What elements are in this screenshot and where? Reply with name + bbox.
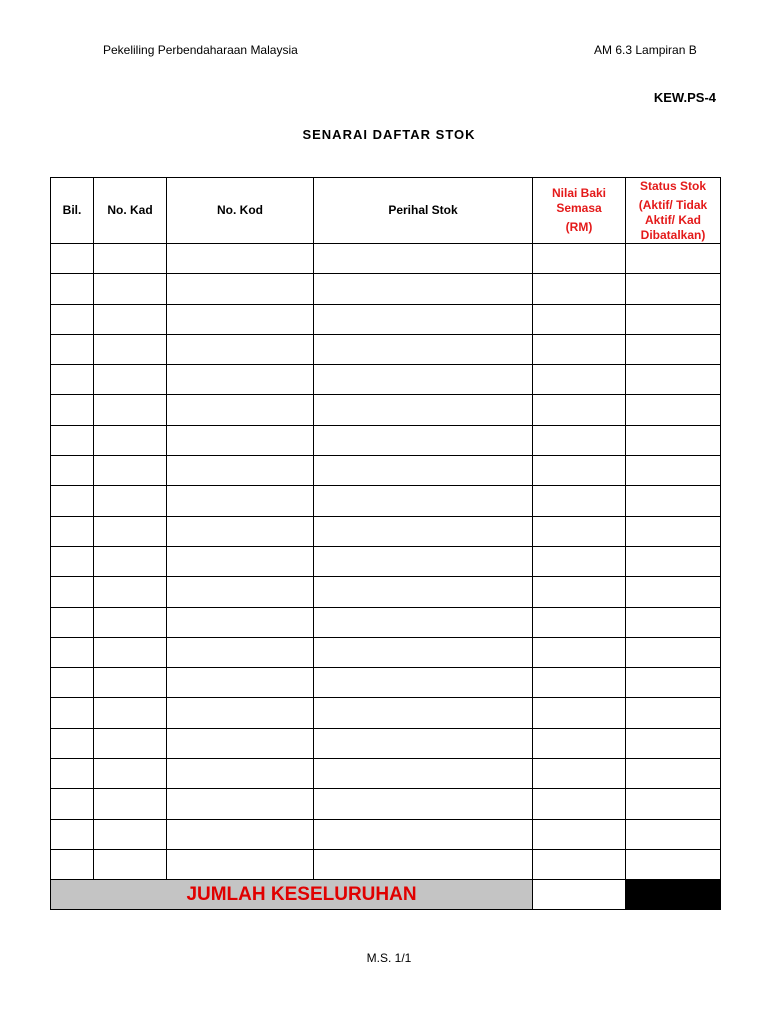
cell-no-kad[interactable] <box>94 759 167 789</box>
cell-nilai-baki[interactable] <box>533 425 626 455</box>
table-row <box>51 456 721 486</box>
cell-no-kod[interactable] <box>167 728 314 758</box>
cell-no-kad[interactable] <box>94 546 167 576</box>
cell-no-kod[interactable] <box>167 456 314 486</box>
cell-status-stok[interactable] <box>626 759 721 789</box>
cell-no-kod[interactable] <box>167 395 314 425</box>
cell-perihal-stok[interactable] <box>314 516 533 546</box>
cell-nilai-baki[interactable] <box>533 516 626 546</box>
cell-no-kad[interactable] <box>94 304 167 334</box>
cell-status-stok[interactable] <box>626 274 721 304</box>
table-row <box>51 668 721 698</box>
cell-bil[interactable] <box>51 668 94 698</box>
cell-nilai-baki[interactable] <box>533 244 626 274</box>
cell-no-kod[interactable] <box>167 425 314 455</box>
cell-no-kod[interactable] <box>167 577 314 607</box>
cell-no-kod[interactable] <box>167 365 314 395</box>
cell-no-kod[interactable] <box>167 759 314 789</box>
cell-no-kod[interactable] <box>167 637 314 667</box>
cell-status-stok[interactable] <box>626 728 721 758</box>
circular-title: Pekeliling Perbendaharaan Malaysia <box>103 43 298 57</box>
table-row <box>51 759 721 789</box>
cell-no-kod[interactable] <box>167 668 314 698</box>
total-row <box>51 880 721 910</box>
header-status-stok <box>626 178 721 244</box>
cell-no-kad[interactable] <box>94 425 167 455</box>
cell-no-kod[interactable] <box>167 546 314 576</box>
cell-nilai-baki[interactable] <box>533 668 626 698</box>
cell-nilai-baki[interactable] <box>533 759 626 789</box>
cell-perihal-stok[interactable] <box>314 789 533 819</box>
cell-bil[interactable] <box>51 304 94 334</box>
cell-nilai-baki[interactable] <box>533 728 626 758</box>
table-row <box>51 304 721 334</box>
cell-no-kod[interactable] <box>167 698 314 728</box>
cell-no-kad[interactable] <box>94 698 167 728</box>
cell-nilai-baki[interactable] <box>533 819 626 849</box>
table-row <box>51 789 721 819</box>
cell-perihal-stok[interactable] <box>314 425 533 455</box>
cell-perihal-stok[interactable] <box>314 698 533 728</box>
cell-no-kod[interactable] <box>167 849 314 879</box>
cell-no-kod[interactable] <box>167 789 314 819</box>
cell-perihal-stok[interactable] <box>314 546 533 576</box>
cell-no-kad[interactable] <box>94 244 167 274</box>
cell-no-kad[interactable] <box>94 486 167 516</box>
cell-no-kad[interactable] <box>94 819 167 849</box>
cell-nilai-baki[interactable] <box>533 486 626 516</box>
cell-no-kad[interactable] <box>94 577 167 607</box>
cell-bil[interactable] <box>51 849 94 879</box>
cell-no-kod[interactable] <box>167 607 314 637</box>
cell-perihal-stok[interactable] <box>314 759 533 789</box>
document-title: SENARAI DAFTAR STOK <box>302 127 476 142</box>
table-row <box>51 819 721 849</box>
cell-bil[interactable] <box>51 728 94 758</box>
cell-perihal-stok[interactable] <box>314 728 533 758</box>
cell-no-kod[interactable] <box>167 819 314 849</box>
cell-perihal-stok[interactable] <box>314 304 533 334</box>
header-status-stok-label: Status Stok <box>639 178 706 193</box>
cell-no-kod[interactable] <box>167 516 314 546</box>
cell-nilai-baki[interactable] <box>533 365 626 395</box>
cell-no-kad[interactable] <box>94 789 167 819</box>
table-row <box>51 516 721 546</box>
cell-no-kad[interactable] <box>94 668 167 698</box>
cell-status-stok[interactable] <box>626 395 721 425</box>
cell-nilai-baki[interactable] <box>533 637 626 667</box>
cell-bil[interactable] <box>51 395 94 425</box>
cell-bil[interactable] <box>51 456 94 486</box>
cell-perihal-stok[interactable] <box>314 668 533 698</box>
page-number: M.S. 1/1 <box>366 951 412 965</box>
cell-perihal-stok[interactable] <box>314 607 533 637</box>
appendix-reference: AM 6.3 Lampiran B <box>594 43 697 57</box>
table-row <box>51 486 721 516</box>
cell-perihal-stok[interactable] <box>314 849 533 879</box>
table-row <box>51 365 721 395</box>
cell-no-kad[interactable] <box>94 637 167 667</box>
cell-bil[interactable] <box>51 759 94 789</box>
cell-nilai-baki[interactable] <box>533 789 626 819</box>
cell-status-stok[interactable] <box>626 425 721 455</box>
table-row <box>51 728 721 758</box>
cell-nilai-baki[interactable] <box>533 304 626 334</box>
cell-bil[interactable] <box>51 486 94 516</box>
table-row <box>51 637 721 667</box>
cell-perihal-stok[interactable] <box>314 244 533 274</box>
cell-bil[interactable] <box>51 334 94 364</box>
table-body <box>51 244 721 880</box>
cell-bil[interactable] <box>51 516 94 546</box>
cell-no-kad[interactable] <box>94 728 167 758</box>
table-header-row <box>51 178 721 244</box>
status-total-blocked-cell <box>626 880 721 910</box>
cell-perihal-stok[interactable] <box>314 819 533 849</box>
cell-no-kad[interactable] <box>94 365 167 395</box>
cell-perihal-stok[interactable] <box>314 577 533 607</box>
cell-perihal-stok[interactable] <box>314 395 533 425</box>
cell-bil[interactable] <box>51 365 94 395</box>
cell-status-stok[interactable] <box>626 577 721 607</box>
cell-nilai-baki[interactable] <box>533 698 626 728</box>
cell-bil[interactable] <box>51 789 94 819</box>
cell-no-kod[interactable] <box>167 486 314 516</box>
cell-bil[interactable] <box>51 819 94 849</box>
cell-nilai-baki[interactable] <box>533 334 626 364</box>
cell-status-stok[interactable] <box>626 244 721 274</box>
cell-no-kad[interactable] <box>94 607 167 637</box>
table-row <box>51 395 721 425</box>
total-label-cell <box>51 880 533 910</box>
cell-status-stok[interactable] <box>626 789 721 819</box>
table-row <box>51 849 721 879</box>
cell-status-stok[interactable] <box>626 637 721 667</box>
cell-status-stok[interactable] <box>626 456 721 486</box>
cell-no-kod[interactable] <box>167 274 314 304</box>
table-row <box>51 607 721 637</box>
cell-bil[interactable] <box>51 425 94 455</box>
header-nilai-baki-unit: (RM) <box>565 220 593 234</box>
header-bil: Bil. <box>51 178 94 244</box>
table-row <box>51 698 721 728</box>
cell-bil[interactable] <box>51 244 94 274</box>
cell-perihal-stok[interactable] <box>314 334 533 364</box>
cell-status-stok[interactable] <box>626 607 721 637</box>
cell-no-kod[interactable] <box>167 304 314 334</box>
header-nilai-baki <box>533 178 626 244</box>
table-row <box>51 546 721 576</box>
cell-no-kod[interactable] <box>167 244 314 274</box>
cell-no-kad[interactable] <box>94 849 167 879</box>
cell-status-stok[interactable] <box>626 486 721 516</box>
total-value-cell[interactable] <box>533 880 626 910</box>
table-row <box>51 244 721 274</box>
form-code: KEW.PS-4 <box>653 90 716 105</box>
cell-status-stok[interactable] <box>626 668 721 698</box>
cell-nilai-baki[interactable] <box>533 849 626 879</box>
cell-nilai-baki[interactable] <box>533 395 626 425</box>
header-perihal-stok: Perihal Stok <box>314 178 533 244</box>
cell-perihal-stok[interactable] <box>314 486 533 516</box>
cell-nilai-baki[interactable] <box>533 577 626 607</box>
header-nilai-baki-label: Nilai Baki Semasa <box>551 186 607 215</box>
table-row <box>51 274 721 304</box>
cell-status-stok[interactable] <box>626 546 721 576</box>
cell-bil[interactable] <box>51 274 94 304</box>
cell-status-stok[interactable] <box>626 819 721 849</box>
cell-no-kad[interactable] <box>94 334 167 364</box>
cell-bil[interactable] <box>51 577 94 607</box>
cell-perihal-stok[interactable] <box>314 274 533 304</box>
cell-status-stok[interactable] <box>626 334 721 364</box>
cell-perihal-stok[interactable] <box>314 637 533 667</box>
table-row <box>51 334 721 364</box>
cell-nilai-baki[interactable] <box>533 456 626 486</box>
cell-no-kod[interactable] <box>167 334 314 364</box>
cell-status-stok[interactable] <box>626 304 721 334</box>
cell-nilai-baki[interactable] <box>533 607 626 637</box>
cell-bil[interactable] <box>51 546 94 576</box>
cell-status-stok[interactable] <box>626 698 721 728</box>
cell-bil[interactable] <box>51 607 94 637</box>
cell-status-stok[interactable] <box>626 516 721 546</box>
header-no-kad: No. Kad <box>94 178 167 244</box>
cell-no-kad[interactable] <box>94 274 167 304</box>
header-no-kod: No. Kod <box>167 178 314 244</box>
header-status-stok-options: (Aktif/ Tidak Aktif/ Kad Dibatalkan) <box>638 197 708 242</box>
cell-no-kad[interactable] <box>94 395 167 425</box>
table-row <box>51 425 721 455</box>
cell-perihal-stok[interactable] <box>314 456 533 486</box>
cell-status-stok[interactable] <box>626 365 721 395</box>
cell-no-kad[interactable] <box>94 456 167 486</box>
cell-no-kad[interactable] <box>94 516 167 546</box>
stock-register-table <box>50 177 721 910</box>
cell-status-stok[interactable] <box>626 849 721 879</box>
cell-perihal-stok[interactable] <box>314 365 533 395</box>
table-row <box>51 577 721 607</box>
cell-bil[interactable] <box>51 698 94 728</box>
cell-bil[interactable] <box>51 637 94 667</box>
cell-nilai-baki[interactable] <box>533 546 626 576</box>
total-label: JUMLAH KESELURUHAN <box>186 883 417 905</box>
cell-nilai-baki[interactable] <box>533 274 626 304</box>
